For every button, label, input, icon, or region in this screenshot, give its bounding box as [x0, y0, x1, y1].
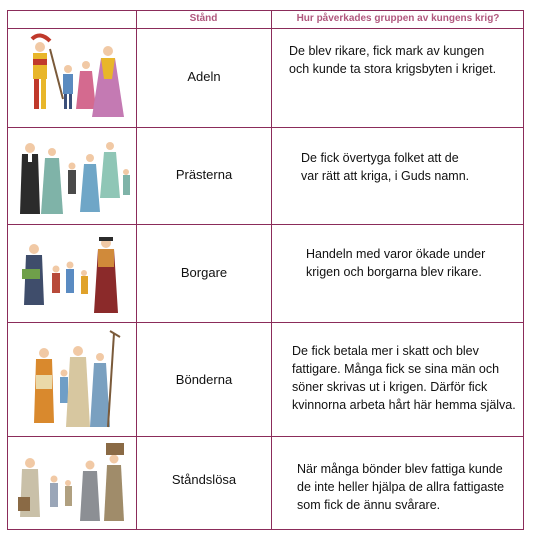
- estates-table: [7, 10, 524, 530]
- peasants-figures-illustration: [8, 323, 136, 436]
- effect-text: När många bönder blev fattiga kunde de inte heller hjälpa de allra fattigaste som fick de ännu svårare.: [297, 462, 505, 512]
- column-divider: [271, 11, 272, 529]
- estateless-figures-illustration: [8, 437, 136, 529]
- nobility-figures-illustration: [8, 29, 136, 127]
- estate-label: Borgare: [180, 265, 228, 280]
- column-divider: [136, 11, 137, 529]
- header-effect: Hur påverkades gruppen av kungens krig?: [296, 13, 500, 24]
- effect-text: Handeln med varor ökade under krigen och borgarna blev rikare.: [306, 247, 486, 279]
- estate-label: Ståndslösa: [171, 472, 237, 487]
- header-estate: Stånd: [189, 13, 218, 24]
- effect-text: De blev rikare, fick mark av kungen och kunde ta stora krigsbyten i kriget.: [289, 44, 497, 76]
- estate-label: Adeln: [187, 69, 221, 84]
- effect-text: De fick övertyga folket att de var rätt att kriga, i Guds namn.: [301, 151, 470, 183]
- burghers-figures-illustration: [8, 225, 136, 322]
- effect-text: De fick betala mer i skatt och blev fattigare. Många fick se sina män och söner skrivas ut i krigen. Därför fick kvinnorna arbeta hårt här hemma själva.: [292, 344, 516, 412]
- estate-label: Bönderna: [175, 372, 233, 387]
- clergy-figures-illustration: [8, 128, 136, 224]
- estate-label: Prästerna: [175, 167, 233, 182]
